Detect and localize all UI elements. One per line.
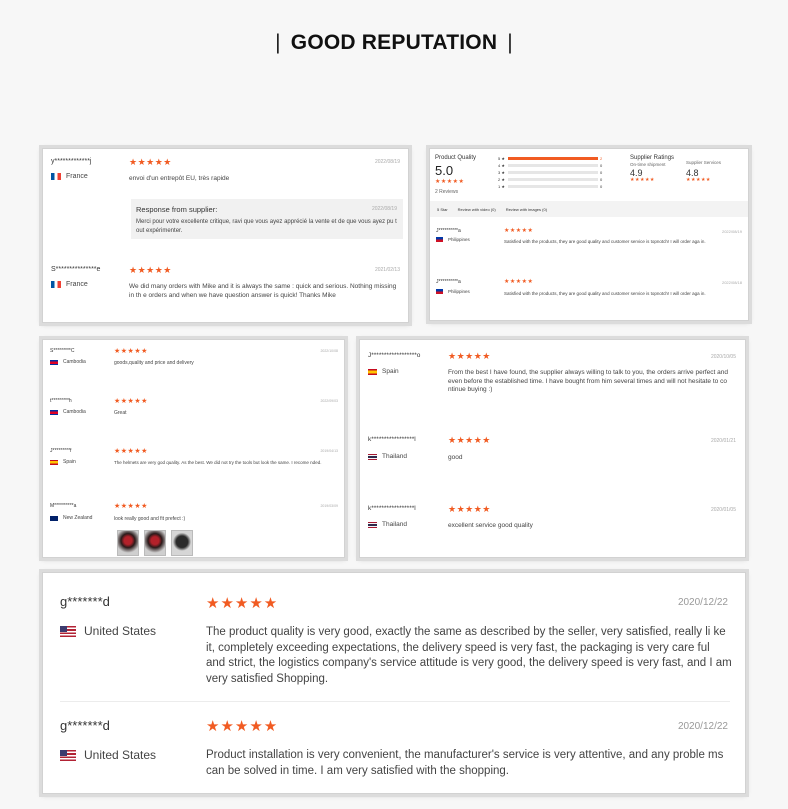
filter-tabs <box>430 201 749 217</box>
reviewer-country: United States <box>60 624 156 638</box>
distribution-text: 4 ★ <box>498 163 505 168</box>
distribution-bar <box>508 164 598 167</box>
rating-stars: ★★★★★ <box>114 503 148 510</box>
review-text: Great <box>114 410 127 416</box>
review-card-summary <box>429 148 749 321</box>
flag-france-icon <box>51 281 61 288</box>
rating-stars: ★★★★★ <box>129 157 172 167</box>
supplier-services-value: 4.8 <box>686 168 699 178</box>
distribution-bar <box>508 185 598 188</box>
tab-5-star[interactable]: 5 Star <box>437 206 448 212</box>
flag-cambodia-icon <box>50 360 58 365</box>
reviewer-country: Cambodia <box>50 359 86 365</box>
review-photo[interactable] <box>171 530 193 556</box>
rating-distribution <box>498 155 608 190</box>
reviewer-name: S*********C <box>50 348 75 354</box>
supplier-services-label: Supplier Services <box>686 160 722 165</box>
response-title: Response from supplier: <box>136 205 218 214</box>
review-date: 2022/08/19 <box>374 159 400 165</box>
review-date: 2022/08/19 <box>721 229 742 234</box>
rating-stars: ★★★★★ <box>129 265 172 275</box>
on-time-label: On-time shipment <box>630 162 666 167</box>
reviewer-name: J**********a <box>436 279 461 285</box>
tab-review-with-images[interactable]: Review with images (0) <box>505 206 548 212</box>
distribution-text: 0 <box>600 163 603 168</box>
review-text: From the best I have found, the supplier always willing to talk to you, the orders arrive perfect and even before the established time. I have bought from him several times and will not hesitate to co ntinue buying :) <box>448 369 729 393</box>
distribution-row <box>498 169 608 176</box>
rating-stars: ★★★★★ <box>114 448 148 455</box>
distribution-row <box>498 155 608 162</box>
rating-stars: ★★★★★ <box>206 595 279 612</box>
reviewer-name: M**********a <box>50 503 77 509</box>
reviewer-name: k*****************l <box>368 436 416 443</box>
tab-review-with-video[interactable]: Review with video (0) <box>457 206 496 212</box>
flag-thailand-icon <box>368 522 377 528</box>
distribution-row <box>498 183 608 190</box>
reviewer-name: t*********h <box>50 398 72 404</box>
reviewer-name: y*************j <box>51 158 92 165</box>
distribution-text: 1 ★ <box>498 184 505 189</box>
flag-united-states-icon <box>60 626 76 637</box>
distribution-bar <box>508 178 598 181</box>
reviewer-country: Cambodia <box>50 409 86 415</box>
services-stars: ★★★★★ <box>686 177 711 183</box>
review-text: good <box>448 454 463 461</box>
review-date: 2020/01/21 <box>710 438 736 444</box>
review-date: 2019/04/13 <box>320 449 338 453</box>
flag-philippines-icon <box>436 237 443 242</box>
review-date: 2022/10/08 <box>320 349 338 353</box>
reviewer-name: g*******d <box>60 718 110 733</box>
distribution-bar <box>508 157 598 160</box>
distribution-text: 5 ★ <box>498 156 505 161</box>
flag-cambodia-icon <box>50 410 58 415</box>
review-text: Product installation is very convenient, the manufacturer's service is very attentive, and any proble ms can be solved in time. I am very satisfied with the shopping. <box>206 749 724 777</box>
review-date: 2021/02/13 <box>374 267 400 273</box>
reviewer-name: J*********f <box>50 448 72 454</box>
rating-stars: ★★★★★ <box>206 718 279 735</box>
summary-stars: ★★★★★ <box>435 179 465 185</box>
distribution-text: 0 <box>600 184 603 189</box>
rating-stars: ★★★★★ <box>448 504 491 514</box>
review-photo[interactable] <box>117 530 139 556</box>
distribution-text: 0 <box>600 177 603 182</box>
review-card-small <box>42 339 345 558</box>
flag-philippines-icon <box>436 289 443 294</box>
supplier-ratings-label: Supplier Ratings <box>630 155 675 161</box>
reviewer-country: France <box>51 173 88 180</box>
distribution-text: 2 <box>600 156 603 161</box>
flag-new-zealand-icon <box>50 516 58 521</box>
review-card-medium <box>359 339 746 558</box>
review-text: goods,quality and price and delivery <box>114 360 194 366</box>
product-quality-label: Product Quality <box>435 155 477 161</box>
review-photo[interactable] <box>144 530 166 556</box>
reviewer-name: k*****************l <box>368 505 416 512</box>
review-text: look really good and fit prefect :) <box>114 516 186 522</box>
distribution-text: 0 <box>600 170 603 175</box>
rating-stars: ★★★★★ <box>448 435 491 445</box>
flag-spain-icon <box>368 369 377 375</box>
reviewer-country: United States <box>60 748 156 762</box>
review-date: 2022/09/03 <box>320 399 338 403</box>
reviewer-country: Thailand <box>368 453 407 460</box>
supplier-response <box>131 199 403 239</box>
review-date: 2022/08/18 <box>721 280 742 285</box>
reviewer-country: Thailand <box>368 521 407 528</box>
review-text: Satisfied with the products, they are good quality and customer service is topnotch! I will order aga in. <box>504 291 706 296</box>
rating-stars: ★★★★★ <box>114 398 148 405</box>
rating-stars: ★★★★★ <box>504 279 534 285</box>
distribution-bar <box>508 171 598 174</box>
reviewer-country: France <box>51 281 88 288</box>
review-text: We did many orders with Mike and it is always the same : quick and serious. Nothing missing in th e orders and when we have question answer is quick! Thanks Mike <box>129 283 397 299</box>
on-time-stars: ★★★★★ <box>630 177 655 183</box>
reviewer-name: g*******d <box>60 594 110 609</box>
reviewer-name: J******************o <box>368 352 421 359</box>
reviewer-name: S***************e <box>51 266 101 273</box>
review-text: excellent service good quality <box>448 522 533 529</box>
distribution-text: 3 ★ <box>498 170 505 175</box>
page-title: | GOOD REPUTATION | <box>275 31 513 54</box>
flag-spain-icon <box>50 460 58 465</box>
review-text: Satisfied with the products, they are good quality and customer service is topnotch! I will order aga in. <box>504 239 706 244</box>
distribution-row <box>498 162 608 169</box>
review-date: 2020/12/22 <box>677 721 728 732</box>
review-text: The helmets are very god quality. As the best. We did not try the tools but look the same. I recome nded. <box>114 460 322 465</box>
product-quality-value: 5.0 <box>435 163 454 178</box>
reviewer-country: Philippines <box>436 237 470 242</box>
review-date: 2019/03/09 <box>320 504 338 508</box>
review-text: envoi d'un entrepôt EU, très rapide <box>129 175 230 182</box>
review-date: 2020/01/05 <box>710 507 736 513</box>
flag-thailand-icon <box>368 454 377 460</box>
reviewer-country: New Zealand <box>50 515 92 521</box>
distribution-row <box>498 176 608 183</box>
review-card-france <box>42 148 409 323</box>
response-date: 2022/08/19 <box>371 206 397 212</box>
review-date: 2020/12/22 <box>677 597 728 608</box>
review-text: The product quality is very good, exactly the same as described by the seller, very satisfied, really li ke it, completely exceeding expectations, the delivery speed is very fast, the packaging is very care ful and strict, the logistics company's service attitude is very good, the delivery speed is very fast, and I am very satisfied Shopping. <box>206 626 732 685</box>
distribution-text: 2 ★ <box>498 177 505 182</box>
reviewer-country: Spain <box>368 368 399 375</box>
reviews-count: 2 Reviews <box>435 189 459 195</box>
divider <box>60 701 730 702</box>
reviewer-country: Philippines <box>436 289 470 294</box>
rating-stars: ★★★★★ <box>504 228 534 234</box>
review-date: 2020/10/05 <box>710 354 736 360</box>
rating-stars: ★★★★★ <box>448 351 491 361</box>
review-card-large <box>42 572 746 794</box>
flag-france-icon <box>51 173 61 180</box>
flag-united-states-icon <box>60 750 76 761</box>
reviewer-name: J**********a <box>436 228 461 234</box>
distribution-fill <box>508 157 598 160</box>
reviewer-country: Spain <box>50 459 76 465</box>
rating-stars: ★★★★★ <box>114 348 148 355</box>
on-time-value: 4.9 <box>630 168 643 178</box>
response-text: Merci pour votre excellente critique, ravi que vous ayez apprécié la vente et de que vous ayez pu t out expérimenter. <box>136 219 397 234</box>
